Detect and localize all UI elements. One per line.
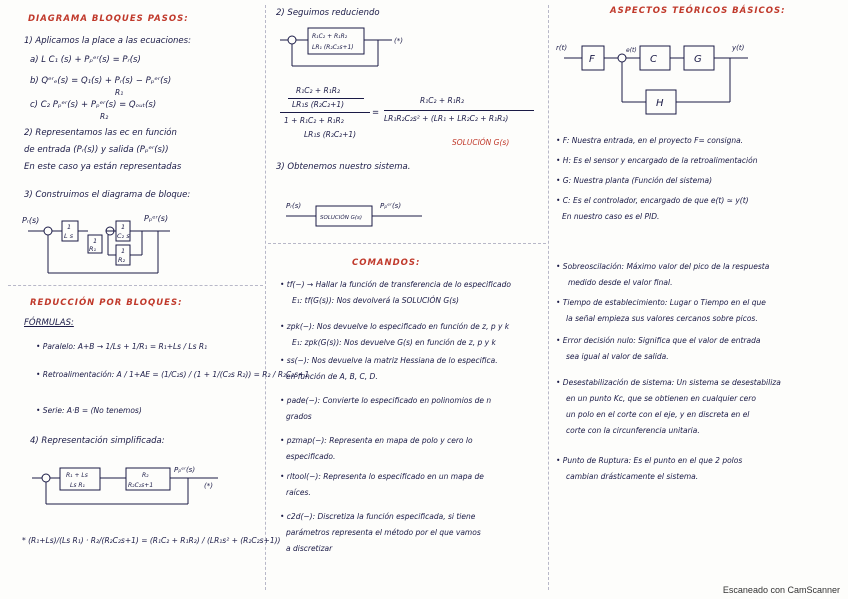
error-line1: • Error decisión nulo: Significa que el valor de entrada <box>556 336 761 345</box>
loop-out-label: y(t) <box>732 44 745 52</box>
block-H-label: H <box>656 98 664 109</box>
step2-line2: de entrada (Pᵣ(s)) y salida (Pₚᵉʳ(s)) <box>24 145 169 155</box>
final-sys-out: Pₚᵉʳ(s) <box>380 202 402 210</box>
fraction-line2: LR₁s (R₂C₂+1) <box>292 100 345 109</box>
fraction-line1: R₁C₂ + R₁R₂ <box>296 86 340 95</box>
fraction-line3: 1 + R₁C₂ + R₁R₂ <box>284 116 344 125</box>
block-in-label: Pᵣ(s) <box>22 216 40 225</box>
solution-label: SOLUCIÓN G(s) <box>452 138 510 147</box>
cmd-ss-line1: • ss(−): Nos devuelve la matriz Hessiana de lo especifica. <box>280 356 498 365</box>
cmd-c2d-line3: a discretizar <box>286 544 333 553</box>
def-F: • F: Nuestra entrada, en el proyecto F= consigna. <box>556 136 744 145</box>
step2-line3: En este caso ya están representadas <box>24 162 182 172</box>
block3-den: C₂ s <box>117 232 130 240</box>
cmd-pade-line2: grados <box>286 412 312 421</box>
block-C-label: C <box>650 54 657 65</box>
reduction-title: REDUCCIÓN POR BLOQUES: <box>30 298 183 308</box>
error-line2: sea igual al valor de salida. <box>566 352 669 361</box>
cmd-zpk-line1: • zpk(−): Nos devuelve lo especificado en función de z, p y k <box>280 322 510 331</box>
fraction-line4: LR₁s (R₂C₂+1) <box>304 130 357 139</box>
block4-num: 1 <box>121 247 126 255</box>
fraction-bar-inner <box>288 98 364 99</box>
simp-block2-den: R₂C₂s+1 <box>128 482 154 489</box>
control-loop-diagram <box>556 36 756 122</box>
equation-c: c) C₂ Pₚᵉʳ(s) + Pₚᵉʳ(s) = Qₒᵤₜ(s) <box>30 100 157 110</box>
cmd-zpk-line2: E₁: zpk(G(s)): Nos devuelve G(s) en función de z, p y k <box>292 338 496 347</box>
block1-num: 1 <box>67 223 72 231</box>
column-divider-right <box>548 5 549 590</box>
simp-block1-den: Ls R₁ <box>70 482 85 489</box>
sobreoscilacion-line1: • Sobreoscilación: Máximo valor del pico de la respuesta <box>556 262 770 271</box>
tiempo-line2: la señal empieza sus valores cercanos sobre picos. <box>566 314 758 323</box>
simp-out-label: Pₚᵉʳ(s) <box>174 466 196 474</box>
equation-a: a) L C₁ (s) + Pₚᵉʳ(s) = Pᵣ(s) <box>30 55 141 65</box>
cmd-c2d-line1: • c2d(−): Discretiza la función especificada, si tiene <box>280 512 476 521</box>
final-system-diagram <box>286 198 426 232</box>
tiempo-line1: • Tiempo de establecimiento: Lugar o Tiempo en el que <box>556 298 766 307</box>
def-H: • H: Es el sensor y encargado de la retroalimentación <box>556 156 758 165</box>
section-divider-commands <box>268 243 546 244</box>
cmd-tf-line2: E₁: tf(G(s)): Nos devolverá la SOLUCIÓN G(s) <box>292 296 459 305</box>
block-G-label: G <box>694 54 702 65</box>
block-out-label: Pₚᵉʳ(s) <box>144 214 169 223</box>
column-divider-left <box>265 5 266 590</box>
reduced-box-num: R₁C₂ + R₁R₂ <box>312 33 348 40</box>
reduced-out: (*) <box>394 37 403 45</box>
block2-num: 1 <box>93 237 98 245</box>
ruptura-line1: • Punto de Ruptura: Es el punto en el que 2 polos <box>556 456 743 465</box>
cmd-pzmap-line2: especificado. <box>286 452 336 461</box>
step1-text: 1) Aplicamos la place a las ecuaciones: <box>24 36 191 46</box>
cmd-ss-line2: en función de A, B, C, D. <box>286 372 378 381</box>
ruptura-line2: cambian drásticamente el sistema. <box>566 472 699 481</box>
def-G: • G: Nuestra planta (Función del sistema) <box>556 176 713 185</box>
simp-marker: (*) <box>204 482 213 490</box>
fraction-bar-outer <box>280 112 370 113</box>
fraction-equals: = <box>372 108 380 118</box>
def-C-line1: • C: Es el controlador, encargado de que e(t) ≃ y(t) <box>556 196 749 205</box>
block4-den: R₂ <box>118 256 126 264</box>
cmd-rltool-line1: • rltool(−): Representa lo especificado en un mapa de <box>280 472 484 481</box>
loop-e-label: e(t) <box>626 47 637 54</box>
cmd-rltool-line2: raíces. <box>286 488 311 497</box>
formula-paralelo: • Paralelo: A+B → 1/Ls + 1/R₁ = R₁+Ls / Ls R₁ <box>36 342 208 351</box>
simp-block2-num: R₂ <box>142 472 149 479</box>
desestab-line2: en un punto Kc, que se obtienen en cualquier cero <box>566 394 756 403</box>
sobreoscilacion-line2: medido desde el valor final. <box>568 278 673 287</box>
col2-step2: 2) Seguimos reduciendo <box>276 8 380 18</box>
desestab-line4: corte con la circunferencia unitaria. <box>566 426 700 435</box>
fraction-result-num: R₁C₂ + R₁R₂ <box>420 96 464 105</box>
equation-b-denominator: R₁ <box>115 88 124 97</box>
step2-line1: 2) Representamos las ec en función <box>24 128 177 138</box>
final-sys-in: Pᵣ(s) <box>286 202 302 210</box>
cmd-c2d-line2: parámetros representa el método por el que vamos <box>286 528 481 537</box>
scanner-watermark: Escaneado con CamScanner <box>722 585 840 595</box>
cmd-tf-line1: • tf(−) → Hallar la función de transferencia de lo especificado <box>280 280 511 289</box>
col1-title: DIAGRAMA BLOQUES PASOS: <box>28 14 189 24</box>
formula-serie: • Serie: A·B = (No tenemos) <box>36 406 142 415</box>
col3-title: ASPECTOS TEÓRICOS BÁSICOS: <box>610 6 786 16</box>
desestab-line3: un polo en el corte con el eje, y en discreta en el <box>566 410 750 419</box>
cmd-pzmap-line1: • pzmap(−): Representa en mapa de polo y cero lo <box>280 436 473 445</box>
fraction-result-den: LR₁R₂C₂s² + (LR₁ + LR₂C₂ + R₁R₂) <box>384 114 509 123</box>
section-divider-reduction <box>8 285 263 286</box>
block-diagram-simplified <box>28 462 228 510</box>
step3-text: 3) Construimos el diagrama de bloque: <box>24 190 191 200</box>
loop-in-label: r(t) <box>556 44 568 52</box>
col2-step3: 3) Obtenemos nuestro sistema. <box>276 162 411 172</box>
reduced-feedback-diagram <box>280 18 410 72</box>
equation-c-denominator: R₂ <box>100 112 109 121</box>
fraction-result-bar <box>384 110 534 111</box>
cmd-pade-line1: • pade(−): Convierte lo especificado en polinomios de n <box>280 396 492 405</box>
simp-block1-num: R₁ + Ls <box>66 472 88 479</box>
block2-den: R₁ <box>89 245 97 253</box>
block-diagram-full <box>22 203 182 278</box>
equation-b: b) Qᵉʳₑ(s) = Q₁(s) + Pᵣ(s) − Pₚᵉʳ(s) <box>30 76 172 86</box>
block3-num: 1 <box>121 223 126 231</box>
formulas-label: FÓRMULAS: <box>24 318 74 328</box>
final-sys-box: SOLUCIÓN G(s) <box>320 215 362 221</box>
block1-den: L s <box>64 232 74 240</box>
block-F-label: F <box>589 54 595 65</box>
reduced-box-den: LR₁ (R₂C₂s+1) <box>312 44 354 51</box>
def-C-line2: En nuestro caso es el PID. <box>562 212 660 221</box>
commands-title: COMANDOS: <box>352 258 421 268</box>
formula-realimentacion: • Retroalimentación: A / 1+AE = (1/C₂s) / (1 + 1/(C₂s R₂)) = R₂ / R₂C₂s+1 <box>36 370 310 379</box>
desestab-line1: • Desestabilización de sistema: Un sistema se desestabiliza <box>556 378 781 387</box>
step4-text: 4) Representación simplificada: <box>30 436 165 446</box>
final-equation: * (R₁+Ls)/(Ls R₁) · R₂/(R₂C₂s+1) = (R₁C₂ + R₁R₂) / (LR₁s² + (R₂C₂s+1)) <box>22 536 281 545</box>
